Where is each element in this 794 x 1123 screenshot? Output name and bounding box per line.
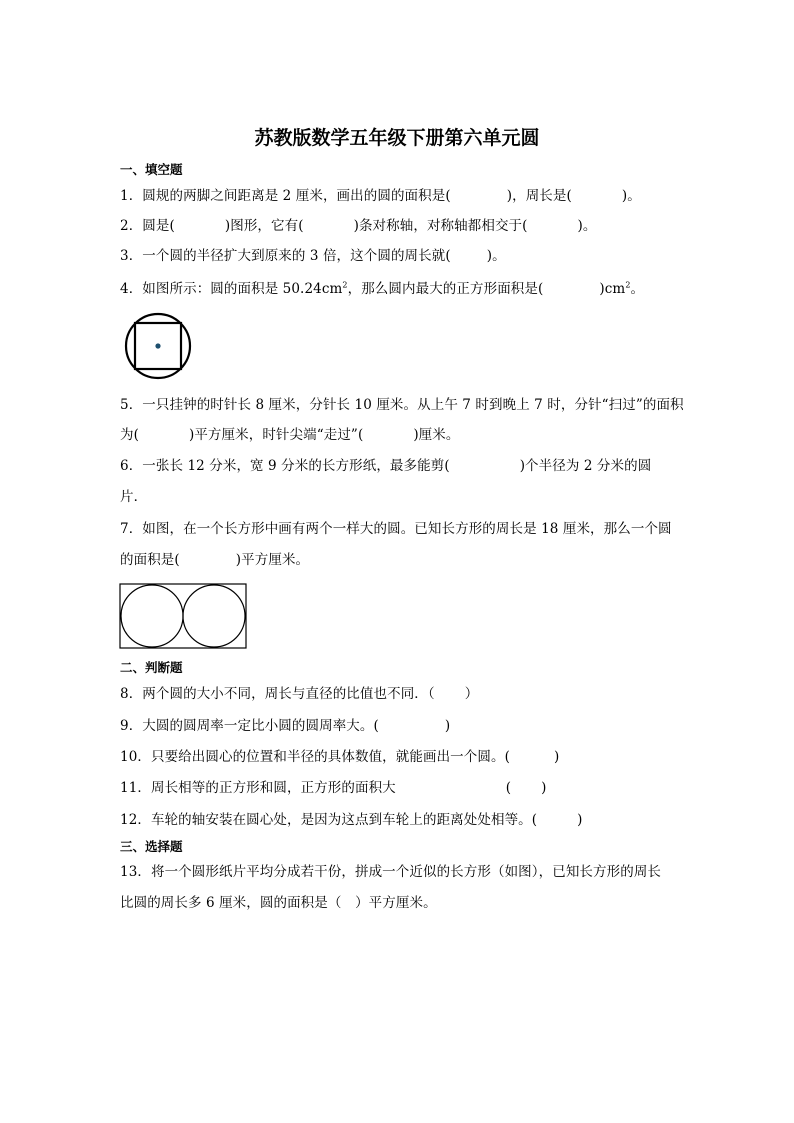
q4-text-c: )cm <box>599 281 626 297</box>
q4-text-d: 。 <box>630 281 645 297</box>
page-title: 苏教版数学五年级下册第六单元圆 <box>254 127 540 149</box>
question-9 <box>120 716 450 736</box>
question-6-line-1 <box>120 456 651 476</box>
q4-sup-1: 2 <box>342 280 348 290</box>
q4-text-b: ，那么圆内最大的正方形面积是( <box>347 281 544 297</box>
question-12 <box>120 810 583 830</box>
q8-text-a: 8．两个圆的大小不同，周长与直径的比值也不同．（ <box>120 686 435 702</box>
question-7-line-2 <box>120 550 309 570</box>
question-5-line-2 <box>120 425 459 445</box>
question-11 <box>120 778 547 798</box>
q11-text-c: ) <box>541 780 547 796</box>
q2-text-b: )图形，它有( <box>224 218 304 234</box>
question-1 <box>120 186 641 206</box>
rectangle-two-circles-figure <box>119 583 247 649</box>
question-6-line-2: 片． <box>120 489 148 505</box>
question-10 <box>120 747 559 767</box>
q1-text-b: )，周长是( <box>506 188 572 204</box>
question-2 <box>120 216 597 236</box>
q5-text-c: )厘米。 <box>413 427 460 443</box>
q7-text-b: )平方厘米。 <box>235 552 310 568</box>
question-13-line-1: 13．将一个圆形纸片平均分成若干份，拼成一个近似的长方形（如图），已知长方形的周长 <box>120 864 662 880</box>
q1-text-a: 1．圆规的两脚之间距离是 2 厘米，画出的圆的面积是( <box>120 188 451 204</box>
q3-text-b: )。 <box>486 248 506 264</box>
q5-text-a: 为( <box>120 427 139 443</box>
q10-text-a: 10．只要给出圆心的位置和半径的具体数值，就能画出一个圆。( <box>120 749 510 765</box>
q6-text-a: 6．一张长 12 分米，宽 9 分米的长方形纸，最多能剪( <box>120 458 450 474</box>
question-5-line-1: 5．一只挂钟的时针长 8 厘米，分针长 10 厘米。从上午 7 时到晚上 7 时，分针“扫过”的面积 <box>120 397 684 413</box>
q12-text-a: 12．车轮的轴安装在圆心处，是因为这点到车轮上的距离处处相等。( <box>120 812 538 828</box>
q12-text-b: ) <box>577 812 583 828</box>
q5-text-b: )平方厘米，时针尖端“走过”( <box>188 427 364 443</box>
section-multiple-choice: 三、选择题 <box>120 839 183 854</box>
question-8 <box>120 684 478 704</box>
section-true-false: 二、判断题 <box>120 660 183 675</box>
q9-text-a: 9．大圆的圆周率一定比小圆的圆周率大。( <box>120 718 379 734</box>
q11-text-a: 11．周长相等的正方形和圆，正方形的面积大 <box>120 780 396 796</box>
q2-text-d: )。 <box>577 218 597 234</box>
q4-text-a: 4．如图所示：圆的面积是 50.24cm <box>120 281 343 297</box>
q7-text-a: 的面积是( <box>120 552 180 568</box>
question-4 <box>120 279 644 299</box>
q2-text-a: 2．圆是( <box>120 218 175 234</box>
q8-text-b: ） <box>464 686 479 702</box>
q3-text-a: 3．一个圆的半径扩大到原来的 3 倍，这个圆的周长就( <box>120 248 451 264</box>
q6-text-b: )个半径为 2 分米的圆 <box>519 458 652 474</box>
q2-text-c: )条对称轴，对称轴都相交于( <box>353 218 528 234</box>
circle-with-square-figure <box>122 311 194 383</box>
section-fill-in: 一、填空题 <box>120 162 183 177</box>
q11-text-b: ( <box>505 780 512 796</box>
question-13-line-2: 比圆的周长多 6 厘米，圆的面积是（ ）平方厘米。 <box>120 895 437 911</box>
q1-text-c: )。 <box>621 188 641 204</box>
question-7-line-1: 7．如图，在一个长方形中画有两个一样大的圆。已知长方形的周长是 18 厘米，那么一个圆 <box>120 521 672 537</box>
q10-text-b: ) <box>553 749 560 765</box>
q4-sup-2: 2 <box>625 280 631 290</box>
question-3 <box>120 246 506 266</box>
q9-text-b: ) <box>444 718 451 734</box>
